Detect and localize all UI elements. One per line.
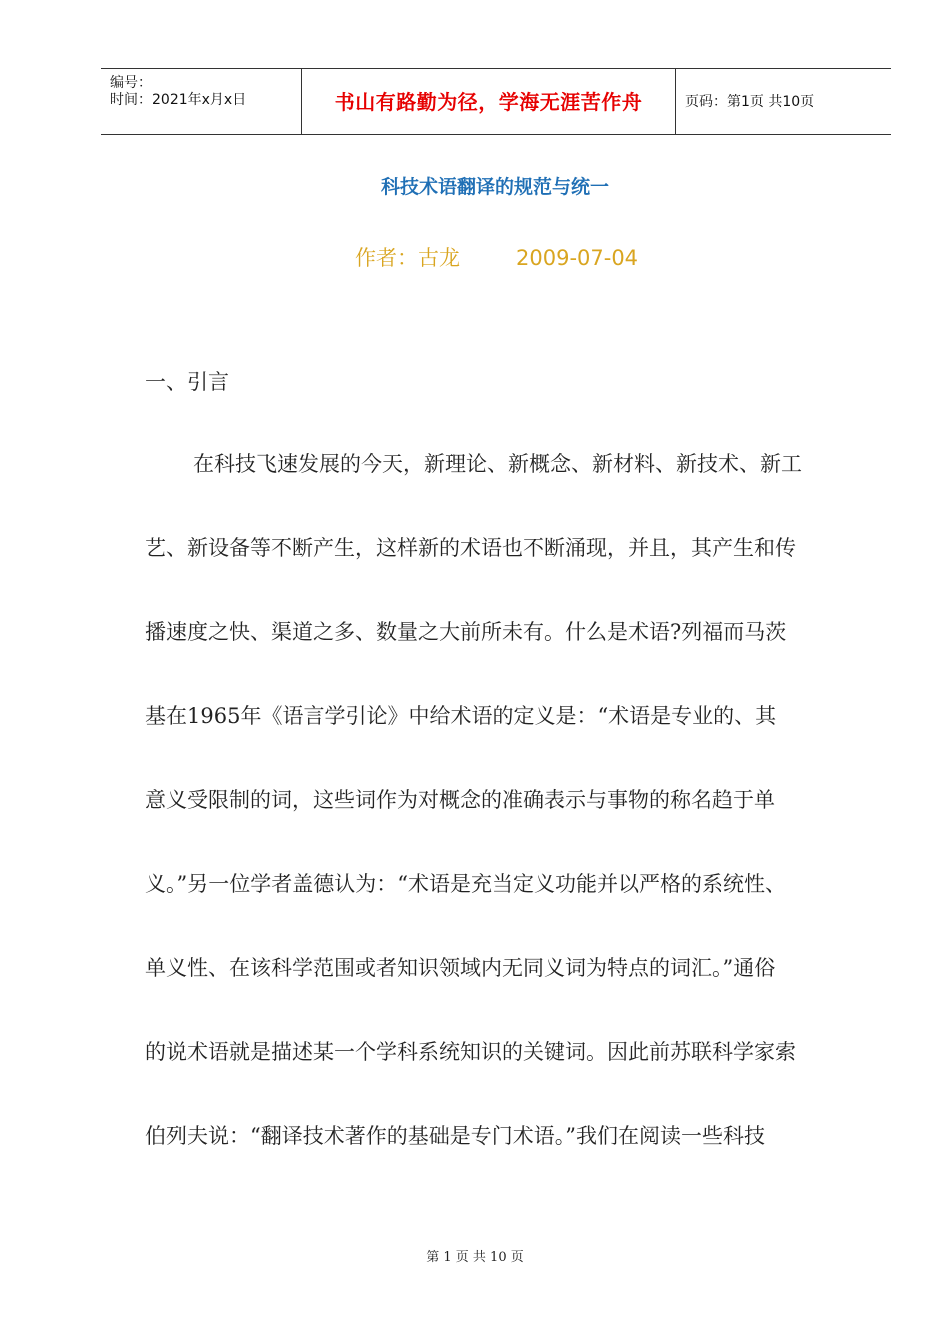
paragraph-line: 基在1965年《语言学引论》中给术语的定义是：“术语是专业的、其 (145, 704, 777, 728)
number-label: 编号： (110, 75, 152, 91)
paragraph-line: 伯列夫说：“翻译技术著作的基础是专门术语。”我们在阅读一些科技 (145, 1124, 765, 1148)
paragraph-line: 单义性、在该科学范围或者知识领域内无同义词为特点的词汇。”通俗 (145, 956, 776, 980)
paragraph-line: 意义受限制的词，这些词作为对概念的准确表示与事物的称名趋于单 (145, 788, 775, 812)
article-author: 作者：古龙 (355, 246, 460, 270)
body-paragraph (145, 450, 855, 1206)
section-heading: 一、引言 (145, 370, 229, 394)
article-byline (355, 242, 638, 272)
article-date: 2009-07-04 (516, 246, 639, 270)
header-page-code: 页码：第1页 共10页 (685, 94, 815, 110)
paragraph-line: 艺、新设备等不断产生，这样新的术语也不断涌现，并且，其产生和传 (145, 536, 796, 560)
header-meta-cell (101, 69, 302, 134)
time-label: 时间：2021年x月x日 (110, 92, 247, 108)
document-header (101, 68, 891, 135)
paragraph-line: 在科技飞速发展的今天，新理论、新概念、新材料、新技术、新工 (193, 452, 802, 476)
article-title: 科技术语翻译的规范与统一 (380, 176, 609, 198)
paragraph-line: 播速度之快、渠道之多、数量之大前所未有。什么是术语?列福而马茨 (145, 620, 787, 644)
paragraph-line: 的说术语就是描述某一个学科系统知识的关键词。因此前苏联科学家索 (145, 1040, 796, 1064)
paragraph-line: 义。”另一位学者盖德认为：“术语是充当定义功能并以严格的系统性、 (145, 872, 786, 896)
page-footer: 第 1 页 共 10 页 (426, 1250, 524, 1265)
header-motto: 书山有路勤为径，学海无涯苦作舟 (302, 69, 676, 134)
